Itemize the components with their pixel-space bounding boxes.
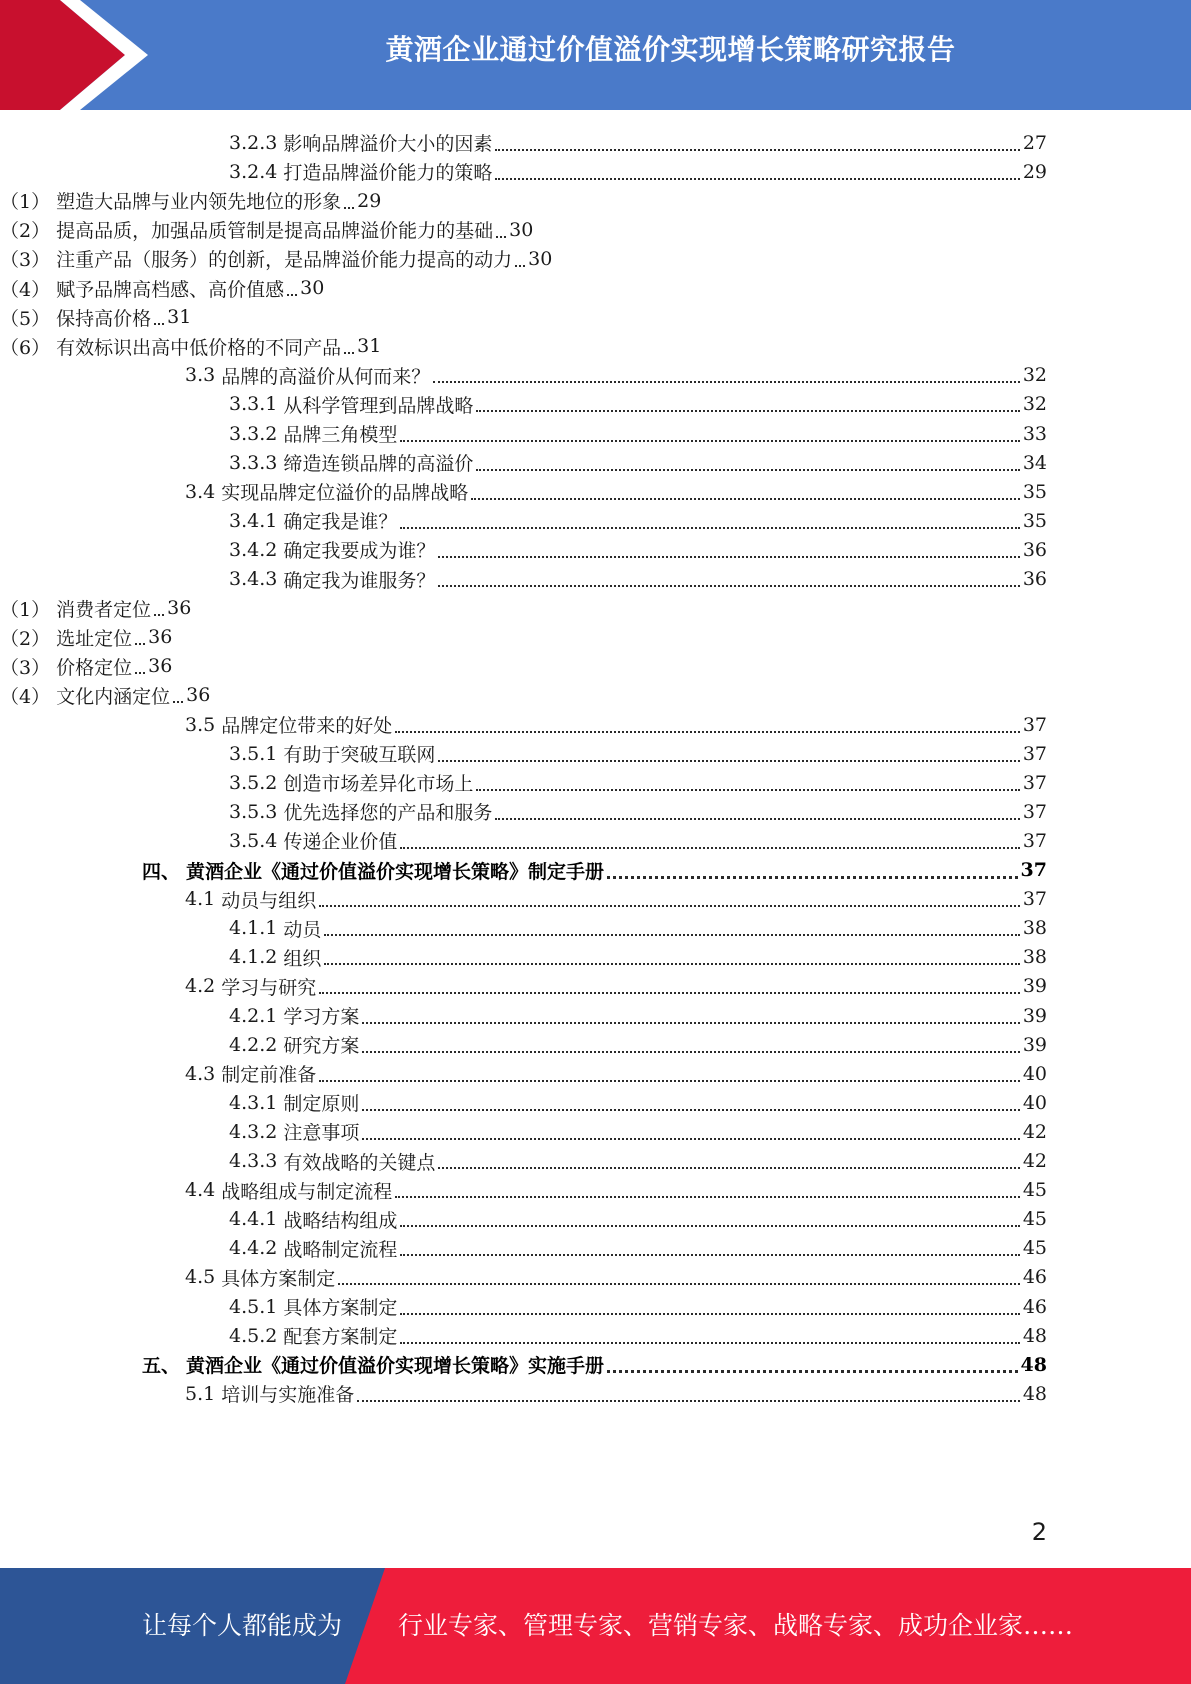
toc-entry-title: 制定原则: [283, 1093, 360, 1116]
toc-entry-number: 4.3.3: [229, 1150, 278, 1172]
toc-dot-leader: [495, 178, 1019, 180]
toc-entry-page: 38: [1022, 946, 1047, 969]
toc-entry-page: 38: [1022, 917, 1047, 940]
toc-entry-title: 有效标识出高中低价格的不同产品: [56, 336, 342, 359]
toc-entry-title: 塑造大品牌与业内领先地位的形象: [56, 191, 342, 214]
toc-dot-leader: [400, 1342, 1019, 1344]
toc-dot-leader: [362, 1022, 1019, 1024]
toc-dot-leader: [319, 1080, 1020, 1082]
toc-entry-page: 45: [1022, 1237, 1047, 1260]
toc-entry-title: 价格定位: [56, 656, 133, 679]
toc-entry-title: 注重产品（服务）的创新，是品牌溢价能力提高的动力: [56, 249, 513, 272]
toc-entry[interactable]: [229, 389, 1047, 420]
toc-entry-title: 提高品质，加强品质管制是提高品牌溢价能力的基础: [56, 220, 494, 243]
toc-entry-page: 31: [357, 335, 382, 358]
toc-entry[interactable]: [229, 1233, 1047, 1264]
footer-slogan-left: 让每个人都能成为: [142, 1611, 343, 1640]
toc-entry-title: 确定我是谁？: [283, 511, 398, 534]
toc-entry-title: 战略结构组成: [283, 1209, 398, 1232]
toc-entry-page: 36: [148, 655, 173, 678]
toc-entry-page: 48: [1022, 1382, 1047, 1405]
toc-dot-leader: [154, 614, 164, 616]
page-footer: [0, 1568, 1191, 1684]
toc-entry-number: （3）: [0, 656, 51, 679]
toc-entry-page: 36: [1022, 568, 1047, 590]
toc-entry-page: 32: [1022, 364, 1047, 387]
toc-dot-leader: [344, 207, 354, 209]
toc-dot-leader: [287, 294, 297, 296]
toc-dot-leader: [362, 1109, 1019, 1111]
toc-entry[interactable]: [229, 1320, 1047, 1351]
toc-entry-number: 4.1.1: [229, 917, 278, 940]
toc-entry[interactable]: [229, 1029, 1047, 1060]
toc-dot-leader: [319, 992, 1020, 994]
toc-dot-leader: [400, 1225, 1019, 1227]
toc-entry-number: 3.3.1: [229, 393, 278, 416]
toc-entry-title: 战略制定流程: [283, 1238, 398, 1261]
toc-entry-page: 42: [1022, 1120, 1047, 1143]
toc-entry-number: （2）: [0, 627, 51, 650]
toc-dot-leader: [400, 527, 1019, 529]
toc-entry[interactable]: [185, 709, 1047, 740]
toc-entry[interactable]: [0, 273, 324, 304]
toc-dot-leader: [400, 1313, 1019, 1315]
toc-dot-leader: [438, 585, 1019, 587]
toc-dot-leader: [438, 556, 1019, 558]
toc-entry[interactable]: [229, 796, 1047, 827]
toc-dot-leader: [154, 323, 164, 325]
toc-entry-page: 37: [1022, 742, 1047, 765]
toc-entry[interactable]: [0, 331, 381, 362]
toc-entry-number: （4）: [0, 685, 51, 708]
toc-entry-page: 35: [1022, 480, 1047, 503]
toc-entry-number: （5）: [0, 307, 51, 330]
toc-entry[interactable]: [185, 1058, 1047, 1089]
toc-dot-leader: [495, 818, 1019, 820]
toc-entry-number: 4.4.1: [229, 1208, 278, 1231]
toc-entry-number: 3.4: [185, 480, 216, 503]
toc-dot-leader: [438, 1167, 1019, 1169]
toc-entry-title: 战略组成与制定流程: [221, 1180, 393, 1203]
toc-entry-number: 3.2.3: [229, 131, 278, 154]
toc-entry-page: 46: [1022, 1266, 1047, 1289]
toc-entry-title: 从科学管理到品牌战略: [283, 394, 474, 417]
toc-entry[interactable]: [185, 884, 1047, 915]
toc-entry[interactable]: [229, 156, 1047, 187]
toc-entry-page: 37: [1022, 829, 1047, 852]
toc-entry-number: 3.4.1: [229, 509, 278, 532]
toc-entry-title: 影响品牌溢价大小的因素: [283, 133, 493, 155]
page-number: 2: [1031, 1518, 1047, 1546]
toc-entry-title: 缔造连锁品牌的高溢价: [283, 453, 474, 476]
toc-dot-leader: [319, 905, 1020, 907]
toc-entry-title: 文化内涵定位: [56, 685, 171, 708]
toc-entry-page: 45: [1022, 1179, 1047, 1202]
toc-dot-leader: [400, 847, 1019, 849]
toc-entry-number: 五、: [142, 1355, 181, 1378]
toc-entry-title: 注意事项: [283, 1122, 360, 1145]
toc-entry-title: 实现品牌定位溢价的品牌战略: [221, 482, 469, 505]
toc-entry[interactable]: [0, 185, 381, 216]
toc-entry-page: 33: [1022, 422, 1047, 445]
toc-entry[interactable]: [229, 1116, 1047, 1147]
toc-entry[interactable]: [142, 855, 1047, 886]
toc-dot-leader: [495, 149, 1019, 151]
toc-entry-number: 4.1: [185, 888, 216, 911]
toc-entry-title: 配套方案制定: [283, 1326, 398, 1349]
toc-entry[interactable]: [229, 942, 1047, 973]
toc-entry-number: 4.3.2: [229, 1120, 278, 1143]
toc-entry-title: 研究方案: [283, 1035, 360, 1058]
toc-entry-number: 4.3: [185, 1062, 216, 1085]
toc-entry-title: 培训与实施准备: [221, 1384, 355, 1407]
toc-entry[interactable]: [0, 214, 533, 245]
toc-entry-title: 确定我为谁服务？: [283, 569, 436, 592]
toc-entry-title: 制定前准备: [221, 1064, 317, 1087]
toc-entry[interactable]: [229, 1087, 1047, 1118]
header-red-arrow: [0, 0, 125, 110]
toc-entry[interactable]: [185, 476, 1047, 507]
toc-dot-leader: [362, 1138, 1019, 1140]
toc-entry-page: 46: [1022, 1295, 1047, 1318]
footer-slogan-right: 行业专家、管理专家、营销专家、战略专家、成功企业家……: [398, 1611, 1074, 1640]
toc-entry[interactable]: [185, 1175, 1047, 1206]
toc-entry-page: 40: [1022, 1062, 1047, 1085]
toc-entry-page: 37: [1020, 859, 1047, 881]
toc-entry-page: 30: [528, 247, 553, 270]
toc-entry-number: 3.3.2: [229, 422, 278, 445]
toc-entry-number: 3.5.4: [229, 829, 278, 852]
toc-entry[interactable]: [0, 593, 191, 624]
toc-entry-page: 39: [1022, 975, 1047, 998]
toc-dot-leader: [476, 410, 1019, 412]
toc-entry-number: 5.1: [185, 1382, 216, 1405]
toc-entry-number: 3.2.4: [229, 160, 278, 183]
toc-entry-number: 3.5.3: [229, 800, 278, 823]
toc-entry-page: 48: [1020, 1353, 1047, 1376]
toc-dot-leader: [607, 1370, 1018, 1373]
toc-entry-number: 3.5.1: [229, 742, 278, 765]
toc-dot-leader: [400, 440, 1019, 442]
toc-entry-title: 品牌的高溢价从何而来？: [221, 365, 431, 388]
toc-entry[interactable]: [0, 622, 172, 653]
toc-dot-leader: [338, 1283, 1020, 1285]
toc-entry[interactable]: [229, 447, 1047, 478]
toc-entry[interactable]: [229, 1291, 1047, 1322]
toc-entry-title: 动员: [283, 918, 322, 941]
toc-entry-title: 品牌三角模型: [283, 424, 398, 446]
toc-dot-leader: [607, 876, 1018, 879]
toc-entry-page: 37: [1022, 713, 1047, 736]
toc-dot-leader: [357, 1400, 1020, 1402]
toc-entry-title: 创造市场差异化市场上: [283, 773, 474, 796]
toc-entry-title: 赋予品牌高档感、高价值感: [56, 278, 285, 301]
toc-entry-number: 4.1.2: [229, 946, 278, 969]
toc-entry[interactable]: [229, 1000, 1047, 1031]
toc-entry-number: 4.3.1: [229, 1091, 278, 1114]
toc-entry-page: 30: [300, 277, 325, 299]
toc-dot-leader: [344, 352, 354, 354]
toc-entry-number: 3.3.3: [229, 451, 278, 474]
toc-entry-page: 37: [1022, 771, 1047, 794]
toc-entry[interactable]: [229, 1146, 1047, 1177]
toc-entry-title: 学习与研究: [221, 976, 317, 999]
toc-dot-leader: [476, 469, 1019, 471]
toc-entry-number: 3.3: [185, 364, 216, 387]
toc-entry-title: 有助于突破互联网: [283, 744, 436, 767]
toc-entry-title: 传递企业价值: [283, 831, 398, 854]
toc-entry[interactable]: [185, 1378, 1047, 1409]
toc-entry-page: 29: [1022, 160, 1047, 183]
toc-dot-leader: [471, 498, 1020, 500]
toc-entry-title: 黄酒企业《通过价值溢价实现增长策略》实施手册: [186, 1355, 605, 1378]
toc-entry-page: 30: [509, 218, 534, 241]
toc-dot-leader: [496, 236, 506, 238]
toc-entry-title: 品牌定位带来的好处: [221, 715, 393, 737]
toc-entry-title: 组织: [283, 947, 322, 970]
toc-entry-page: 31: [167, 306, 192, 329]
toc-entry[interactable]: [185, 1262, 1047, 1293]
toc-entry-page: 27: [1022, 131, 1047, 154]
toc-entry-title: 具体方案制定: [283, 1297, 398, 1319]
toc-entry-number: 3.4.2: [229, 538, 278, 561]
toc-entry[interactable]: [142, 1349, 1047, 1380]
toc-dot-leader: [135, 643, 145, 645]
toc-dot-leader: [433, 381, 1020, 383]
toc-entry-number: （6）: [0, 336, 51, 359]
toc-entry-page: 36: [148, 626, 173, 649]
toc-entry-title: 具体方案制定: [221, 1267, 336, 1290]
toc-entry-number: 4.5.1: [229, 1295, 278, 1318]
toc-entry[interactable]: [229, 738, 1047, 769]
toc-dot-leader: [476, 789, 1019, 791]
toc-entry-title: 选址定位: [56, 627, 133, 650]
toc-entry-number: （2）: [0, 220, 51, 243]
toc-entry[interactable]: [229, 564, 1047, 595]
toc-entry-page: 42: [1022, 1150, 1047, 1172]
toc-entry[interactable]: [0, 651, 172, 682]
toc-entry-title: 保持高价格: [56, 307, 152, 330]
toc-entry-number: 3.5: [185, 713, 216, 736]
toc-entry-page: 29: [357, 189, 382, 212]
toc-entry-page: 36: [186, 684, 211, 707]
toc-entry-number: 4.4.2: [229, 1237, 278, 1260]
toc-entry[interactable]: [229, 505, 1047, 536]
toc-entry[interactable]: [185, 971, 1047, 1002]
toc-entry-title: 优先选择您的产品和服务: [283, 802, 493, 825]
toc-entry[interactable]: [0, 680, 210, 711]
toc-entry-page: 45: [1022, 1208, 1047, 1231]
toc-entry-page: 39: [1022, 1033, 1047, 1056]
toc-entry-page: 37: [1022, 888, 1047, 911]
toc-dot-leader: [324, 934, 1019, 936]
toc-entry-number: （4）: [0, 278, 51, 301]
toc-entry-title: 有效战略的关键点: [283, 1151, 436, 1174]
toc-dot-leader: [395, 1196, 1020, 1198]
toc-entry-title: 确定我要成为谁？: [283, 540, 436, 563]
toc-entry-number: 3.5.2: [229, 771, 278, 794]
toc-entry-page: 34: [1022, 451, 1047, 474]
toc-entry[interactable]: [0, 302, 191, 333]
toc-dot-leader: [173, 701, 183, 703]
toc-entry-number: 4.2.1: [229, 1004, 278, 1027]
toc-entry[interactable]: [229, 1204, 1047, 1235]
toc-entry[interactable]: [229, 127, 1047, 158]
toc-entry-title: 消费者定位: [56, 598, 152, 621]
toc-dot-leader: [515, 265, 525, 267]
toc-entry-title: 动员与组织: [221, 889, 317, 912]
page-header: [0, 0, 1191, 110]
toc-entry[interactable]: [229, 825, 1047, 856]
toc-entry-number: 4.2.2: [229, 1033, 278, 1056]
toc-entry-number: 4.5.2: [229, 1324, 278, 1347]
toc-entry[interactable]: [185, 360, 1047, 391]
toc-entry-number: （3）: [0, 249, 51, 272]
toc-entry-number: （1）: [0, 598, 51, 621]
toc-dot-leader: [400, 1254, 1019, 1256]
toc-dot-leader: [324, 963, 1019, 965]
toc-entry[interactable]: [229, 913, 1047, 944]
toc-entry[interactable]: [0, 243, 552, 274]
toc-entry[interactable]: [229, 767, 1047, 798]
toc-dot-leader: [135, 672, 145, 674]
toc-entry-title: 打造品牌溢价能力的策略: [283, 162, 493, 185]
toc-dot-leader: [395, 731, 1020, 733]
toc-entry-page: 32: [1022, 393, 1047, 416]
toc-entry[interactable]: [229, 418, 1047, 449]
toc-entry-number: （1）: [0, 191, 51, 214]
toc-entry-page: 48: [1022, 1324, 1047, 1347]
toc-entry-page: 35: [1022, 509, 1047, 532]
toc-entry[interactable]: [229, 534, 1047, 565]
toc-entry-page: 37: [1022, 800, 1047, 823]
header-arrow-decoration: [0, 0, 160, 110]
toc-entry-page: 40: [1022, 1091, 1047, 1114]
toc-entry-number: 4.2: [185, 975, 216, 998]
toc-entry-number: 4.5: [185, 1266, 216, 1289]
toc-entry-number: 四、: [142, 860, 181, 883]
toc-dot-leader: [438, 760, 1019, 762]
toc-entry-number: 3.4.3: [229, 568, 278, 590]
toc-dot-leader: [362, 1051, 1019, 1053]
toc-entry-page: 39: [1022, 1004, 1047, 1027]
toc-entry-number: 4.4: [185, 1179, 216, 1202]
toc-entry-title: 黄酒企业《通过价值溢价实现增长策略》制定手册: [186, 860, 605, 883]
header-title: 黄酒企业通过价值溢价实现增长策略研究报告: [385, 33, 956, 66]
toc-entry-title: 学习方案: [283, 1006, 360, 1028]
toc-entry-page: 36: [167, 597, 192, 620]
toc-entry-page: 36: [1022, 538, 1047, 561]
